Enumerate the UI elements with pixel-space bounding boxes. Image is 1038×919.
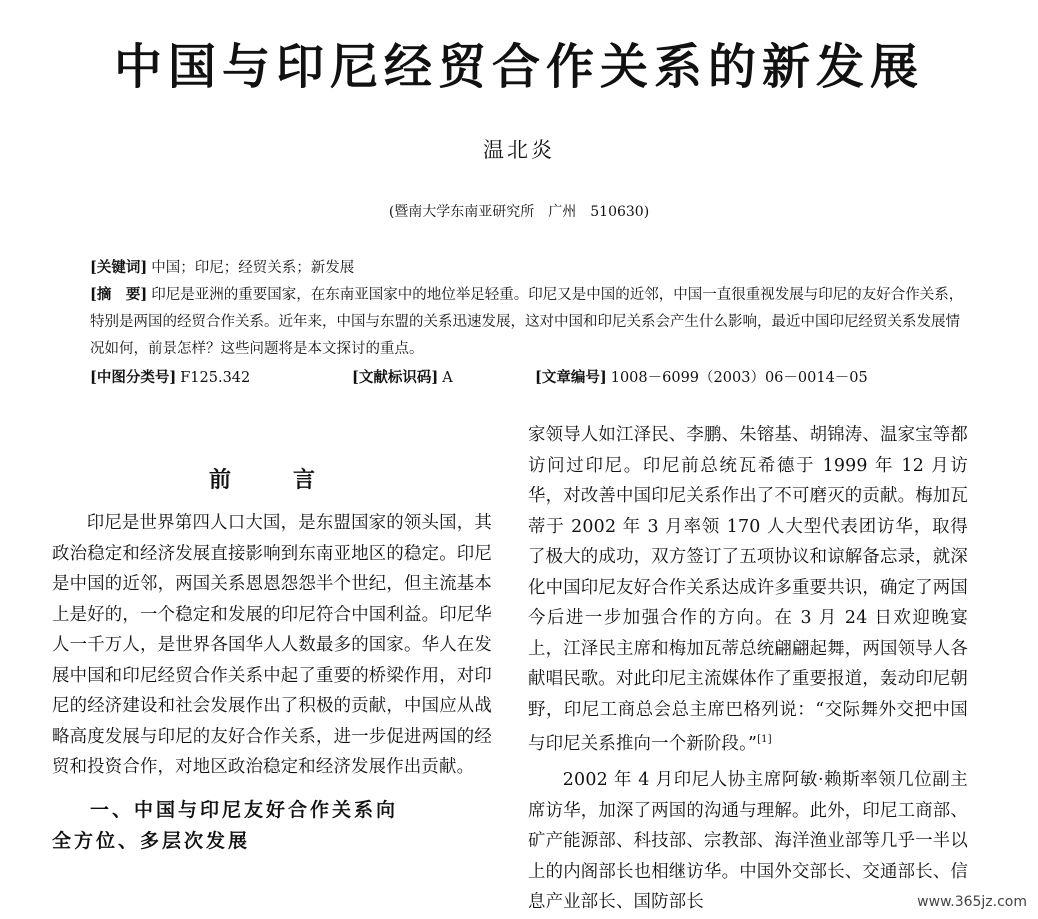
clc-label: [中图分类号] [90,369,177,386]
section-title-preface: 前 言 [208,468,335,493]
section-heading-one-line2: 全方位、多层次发展 [52,829,251,852]
abstract-block [90,281,970,363]
article-code [535,366,868,387]
article-value: 1008－6099（2003）06－0014－05 [610,370,868,386]
keywords-line [90,254,970,282]
preface-paragraph: 印尼是世界第四人口大国，是东盟国家的领头国，其政治稳定和经济发展直接影响到东南亚地区的稳定。印尼是中国的近邻，两国关系恩恩怨怨半个世纪，但主流基本上是好的，一个稳定和发展的印尼符合中国利益。印尼华人一千万人，是世界各国华人人数最多的国家。华人在发展中国和印尼经贸合作关系中起了重要的桥梁作用，对印尼的经济建设和社会发展作出了积极的贡献，中国应从战略高度发展与印尼的友好合作关系，进一步促进两国的经贸和投资合作，对地区政治稳定和经济发展作出贡献。 [52,513,492,777]
doc-value: A [442,370,453,386]
doc-label: [文献标识码] [352,369,439,386]
right-paragraph-1-text: 家领导人如江泽民、李鹏、朱镕基、胡锦涛、温家宝等都访问过印尼。印尼前总统瓦希德于 1999 年 12 月访华，对改善中国印尼关系作出了不可磨灭的贡献。梅加瓦蒂于 2002 年 3 月率领 170 人大型代表团访华，取得了极大的成功，双方签订了五项协议和谅解备忘录，就深化中国印尼友好合作关系达成许多重要共识，确定了两国今后进一步加强合作的方向。在 3 月 24 日欢迎晚宴上，江泽民主席和梅加瓦蒂总统翩翩起舞，两国领导人各献唱民歌。对此印尼主流媒体作了重要报道，轰动印尼朝野，印尼工商总会总主席巴格列说：“交际舞外交把中国与印尼关系推向一个新阶段。” [528,425,968,754]
author-name: 温北炎 [483,138,555,162]
paper-title: 中国与印尼经贸合作关系的新发展 [113,39,924,95]
section-heading-one-line1: 一、中国与印尼友好合作关系向 [90,798,399,821]
clc-code [90,366,250,387]
abstract-label: [摘 要] [90,286,148,303]
author-affiliation: (暨南大学东南亚研究所 广州 510630) [388,204,650,220]
doc-code [352,366,453,387]
article-label: [文章编号] [535,369,607,386]
right-paragraph-2: 2002 年 4 月印尼人协主席阿敏·赖斯率领几位副主席访华，加深了两国的沟通与理解。此外，印尼工商部、矿产能源部、科技部、宗教部、海洋渔业部等几乎一半以上的内阁部长也相继访华。中国外交部长、交通部长、信息产业部长、国防部长 [528,770,968,913]
keywords-text: 中国；印尼；经贸关系；新发展 [151,260,355,276]
clc-value: F125.342 [180,370,251,386]
left-column [52,455,492,857]
right-column [528,420,968,918]
site-watermark: www.365jz.com [914,893,1030,911]
abstract-text: 印尼是亚洲的重要国家，在东南亚国家中的地位举足轻重。印尼又是中国的近邻，中国一直很重视发展与印尼的友好合作关系，特别是两国的经贸合作关系。近年来，中国与东盟的关系迅速发展，这对中国和印尼关系会产生什么影响，最近中国印尼经贸关系发展情况如何，前景怎样？这些问题将是本文探讨的重点。 [90,287,964,357]
section-heading-one [52,795,492,857]
right-paragraph-1 [528,420,968,759]
reference-marker: [1] [757,734,772,745]
keywords-label: [关键词] [90,259,148,276]
